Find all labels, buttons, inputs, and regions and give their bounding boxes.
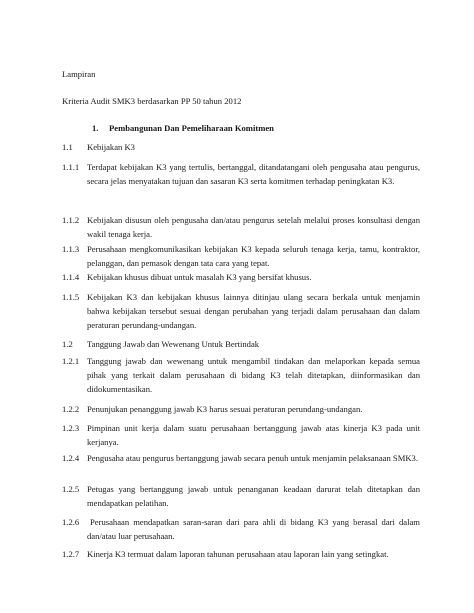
section-title: Pembangunan Dan Pemeliharaan Komitmen — [109, 123, 274, 133]
item-number: 1.1.5 — [62, 292, 80, 302]
item-number: 1.1.4 — [62, 272, 80, 282]
item-text: Perusahaan mengkomunikasikan kebijakan K3 kepada seluruh tenaga kerja, tamu, kontraktor, pelanggan, dan pemasok dengan tata cara yang tepat. — [87, 244, 420, 268]
item-text: Pimpinan unit kerja dalam suatu perusahaan bertanggung jawab atas kinerja K3 pada unit kerjanya. — [87, 423, 420, 447]
section-number: 1. — [92, 123, 99, 133]
item-number: 1.1.3 — [62, 244, 80, 254]
item-text: Kebijakan K3 — [87, 142, 135, 152]
item-number: 1.1.2 — [62, 215, 80, 225]
item-text: Kinerja K3 termuat dalam laporan tahunan perusahaan atau laporan lain yang setingkat. — [87, 549, 389, 559]
item-number: 1.2.2 — [62, 404, 80, 414]
item-number: 1.2 — [62, 339, 73, 349]
item-text: Tanggung Jawab dan Wewenang Untuk Bertindak — [87, 339, 260, 349]
item-number: 1.2.1 — [62, 356, 80, 366]
item-number: 1.1.1 — [62, 162, 80, 172]
item-text: Penunjukan penanggung jawab K3 harus sesuai peraturan perundang-undangan. — [87, 404, 363, 414]
item-text: Pengusaha atau pengurus bertanggung jawab secara penuh untuk menjamin pelaksanaan SMK3. — [87, 453, 419, 463]
item-number: 1.2.6 — [62, 517, 80, 527]
item-text: Kebijakan disusun oleh pengusaha dan/atau pengurus setelah melalui proses konsultasi dengan wakil tenaga kerja. — [87, 215, 420, 239]
item-number: 1.2.7 — [62, 549, 80, 559]
item-text: Kebijakan K3 dan kebijakan khusus lainnya ditinjau ulang secara berkala untuk menjamin bahwa kebijakan tersebut sesuai dengan perubahan yang terjadi dalam perusahaan dan dalam peraturan perundang-undangan. — [87, 292, 420, 330]
item-number: 1.2.4 — [62, 453, 80, 463]
document-heading: Lampiran — [62, 69, 96, 79]
document-subtitle: Kriteria Audit SMK3 berdasarkan PP 50 tahun 2012 — [62, 96, 242, 106]
item-text: Tanggung jawab dan wewenang untuk mengambil tindakan dan melaporkan kepada semua pihak yang terkait dalam perusahaan di bidang K3 telah ditetapkan, diinformasikan dan didokumentasikan. — [87, 356, 420, 394]
item-text: Terdapat kebijakan K3 yang tertulis, bertanggal, ditandatangani oleh pengusaha atau pengurus, secara jelas menyatakan tujuan dan sasaran K3 serta komitmen terhadap peningkatan K3. — [87, 162, 420, 186]
item-text: Petugas yang bertanggung jawab untuk penanganan keadaan darurat telah ditetapkan dan mendapatkan pelatihan. — [87, 484, 420, 508]
item-number: 1.2.3 — [62, 423, 80, 433]
item-number: 1.1 — [62, 142, 73, 152]
item-number: 1.2.5 — [62, 484, 80, 494]
item-text: Kebijakan khusus dibuat untuk masalah K3 yang bersifat khusus. — [87, 272, 312, 282]
item-text: Perusahaan mendapatkan saran-saran dari para ahli di bidang K3 yang berasal dari dalam dan/atau luar perusahaan. — [87, 517, 420, 541]
